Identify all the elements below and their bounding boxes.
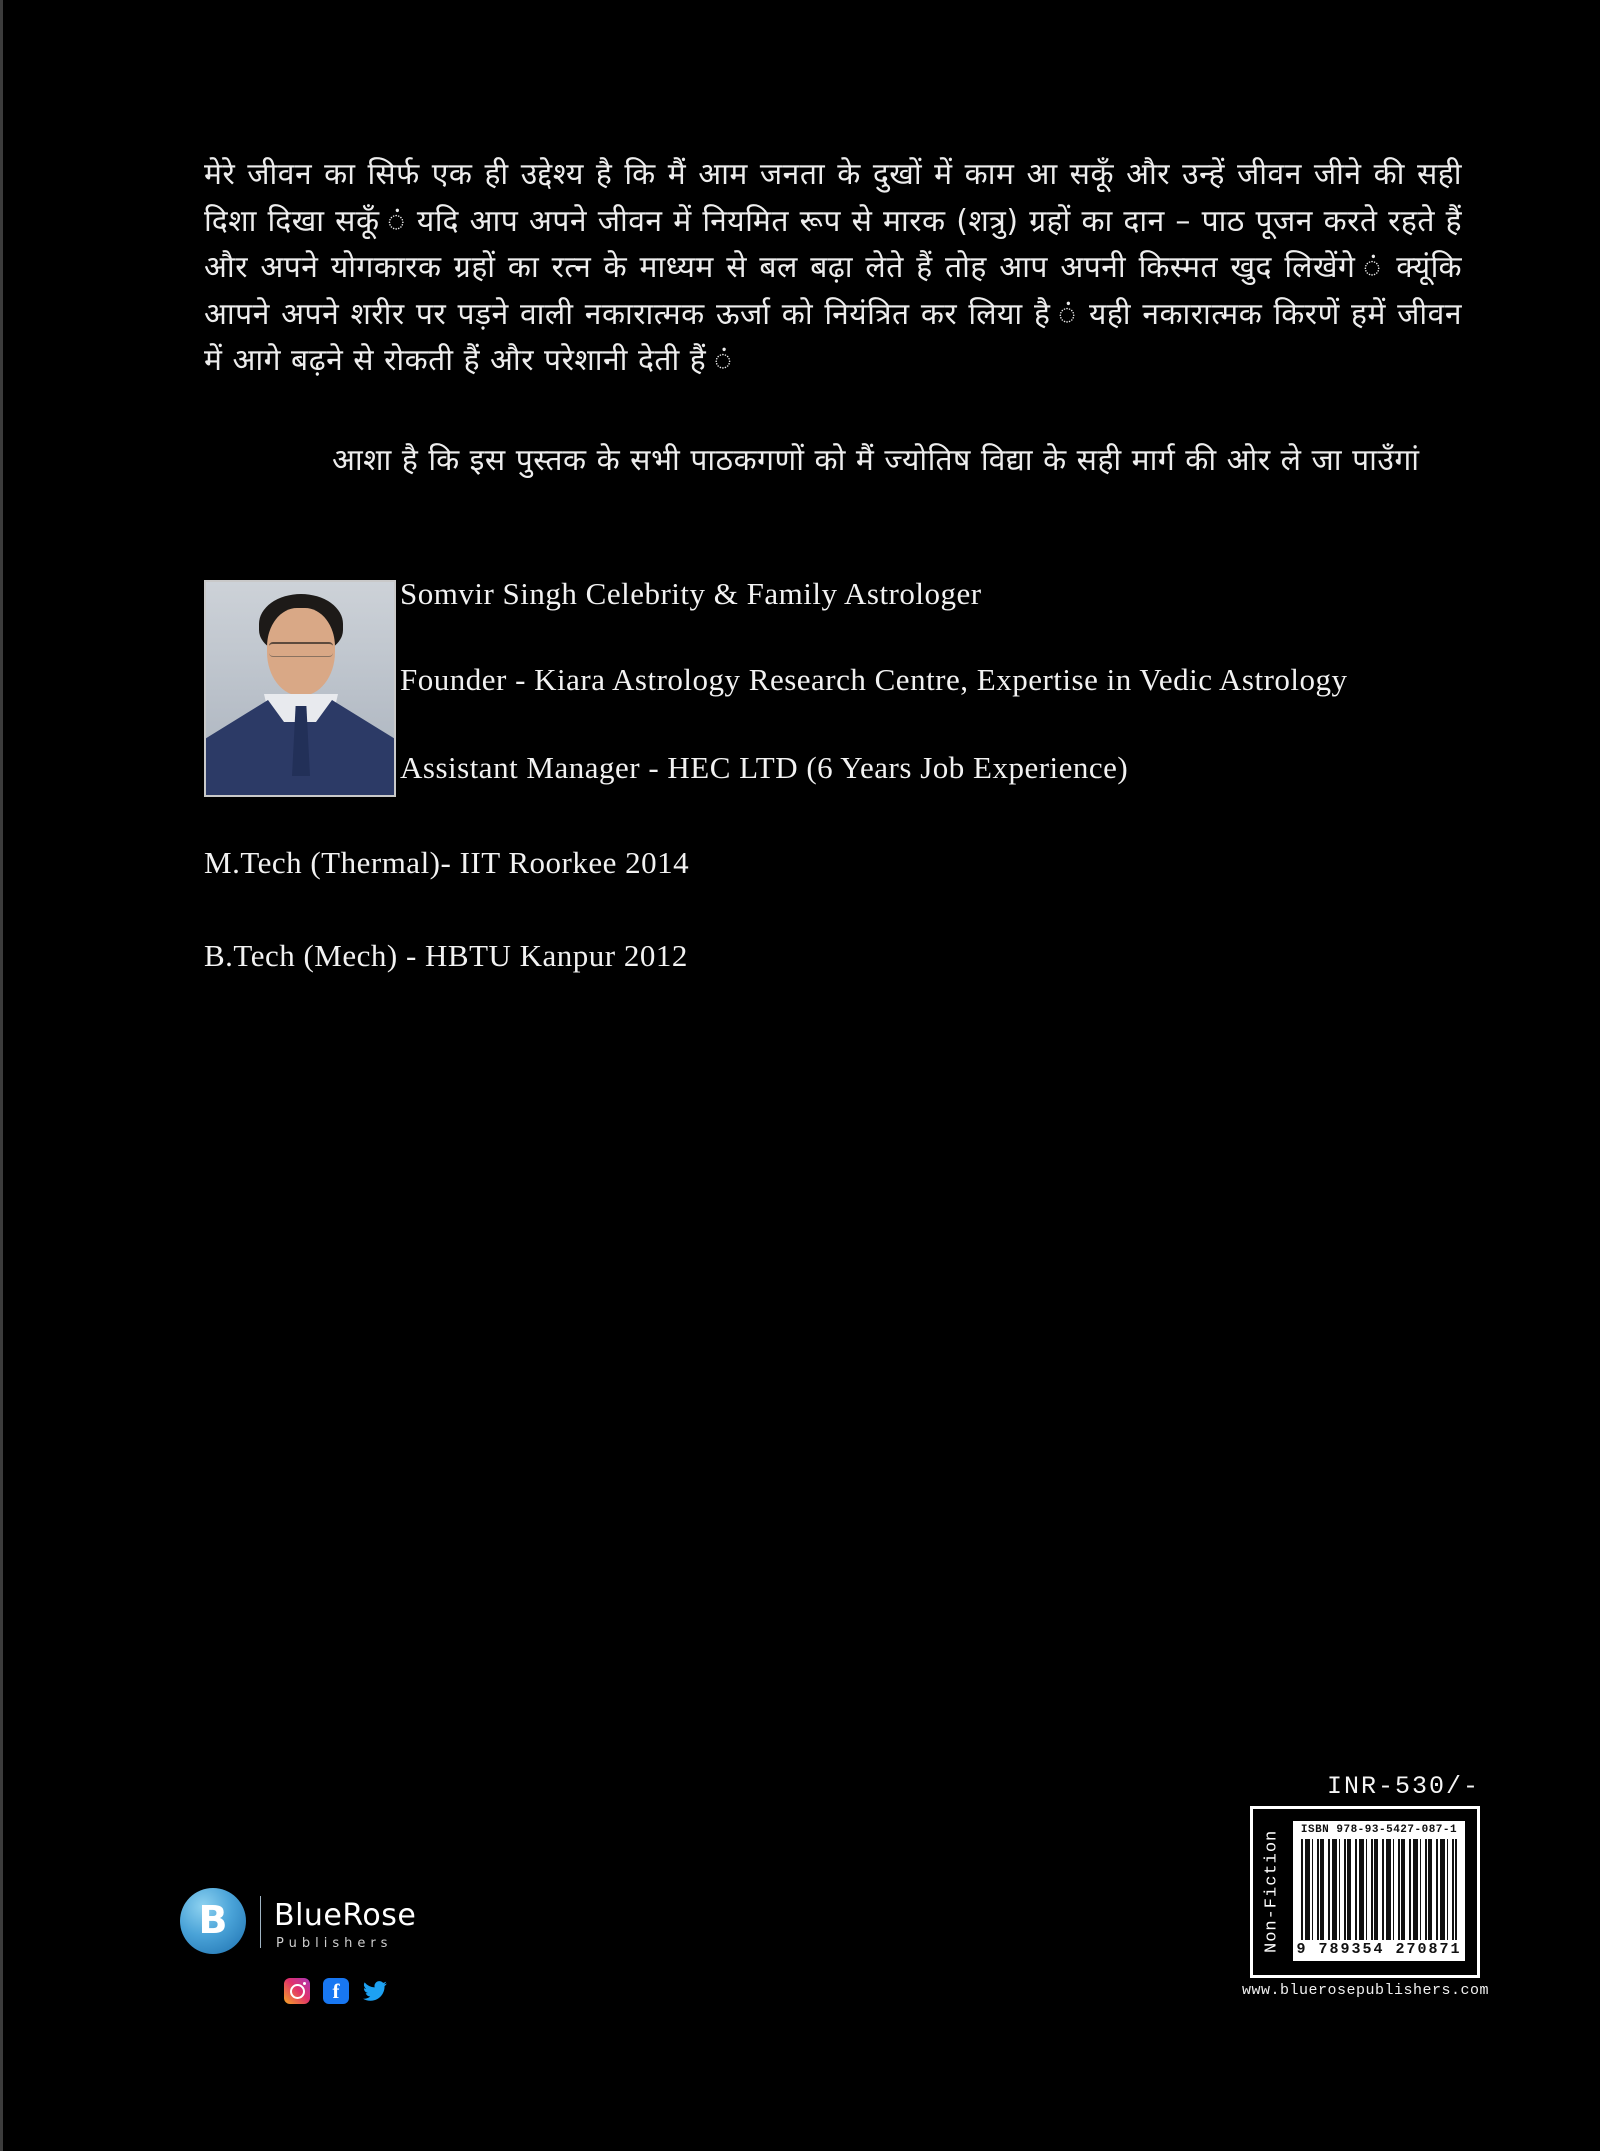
author-job-line: Assistant Manager - HEC LTD (6 Years Job Experience) (400, 750, 1129, 785)
bluerose-logo-icon (180, 1888, 246, 1954)
facebook-icon: f (323, 1978, 349, 2004)
isbn-label: ISBN 978-93-5427-087-1 (1300, 1824, 1458, 1836)
publisher-brand-block (180, 1886, 500, 2016)
barcode-bars (1301, 1839, 1457, 1940)
publisher-name: BlueRose (274, 1898, 417, 1933)
instagram-flash-dot (303, 1982, 306, 1985)
logo-letter: B (198, 1898, 228, 1942)
instagram-lens (290, 1984, 305, 1999)
photo-glasses (269, 642, 333, 657)
barcode-digits: 9 789354 270871 (1293, 1940, 1465, 1961)
author-mtech-line: M.Tech (Thermal)- IIT Roorkee 2014 (204, 845, 690, 880)
barcode-box (1250, 1806, 1480, 1978)
logo-divider (260, 1896, 261, 1948)
publisher-tagline: Publishers (276, 1936, 393, 1951)
author-founder-line: Founder - Kiara Astrology Research Centre, Expertise in Vedic Astrology (400, 662, 1348, 697)
genre-label: Non-Fiction (1262, 1829, 1282, 1953)
twitter-icon (362, 1978, 388, 2004)
author-message-paragraph: मेरे जीवन का सिर्फ एक ही उद्देश्य है कि मैं आम जनता के दुखों में काम आ सकूँ और उन्हें जीवन जीने की सही दिशा दिखा सकूँ ं यदि आप अपने जीवन में नियमित रूप से मारक (शत्रु) ग्रहों का दान – पाठ पूजन करते रहते हैं और अपने योगकारक ग्रहों का रत्न के माध्यम से बल बढ़ा लेते हैं तोह आप अपनी किस्मत खुद लिखेंगे ं क्यूंकि आपने अपने शरीर पर पड़ने वाली नकारात्मक ऊर्जा को नियंत्रित कर लिया है ं यही नकारात्मक किरणें हमें जीवन में आगे बढ़ने से रोकती हैं और परेशानी देती हैं ं (204, 157, 1462, 378)
publisher-website: www.bluerosepublishers.com (1242, 1982, 1490, 1999)
social-icons-row (284, 1978, 388, 2004)
barcode-panel (1293, 1821, 1465, 1961)
author-photo (204, 580, 396, 797)
scan-edge-artifact (0, 0, 3, 2151)
author-btech-line: B.Tech (Mech) - HBTU Kanpur 2012 (204, 938, 688, 973)
price-label: INR-530/- (1326, 1772, 1480, 1801)
author-hope-line: आशा है कि इस पुस्तक के सभी पाठकगणों को मैं ज्योतिष विद्या के सही मार्ग की ओर ले जा पाउँगां (332, 443, 1420, 478)
author-name-title: Somvir Singh Celebrity & Family Astrologer (400, 576, 982, 611)
instagram-icon (284, 1978, 310, 2004)
